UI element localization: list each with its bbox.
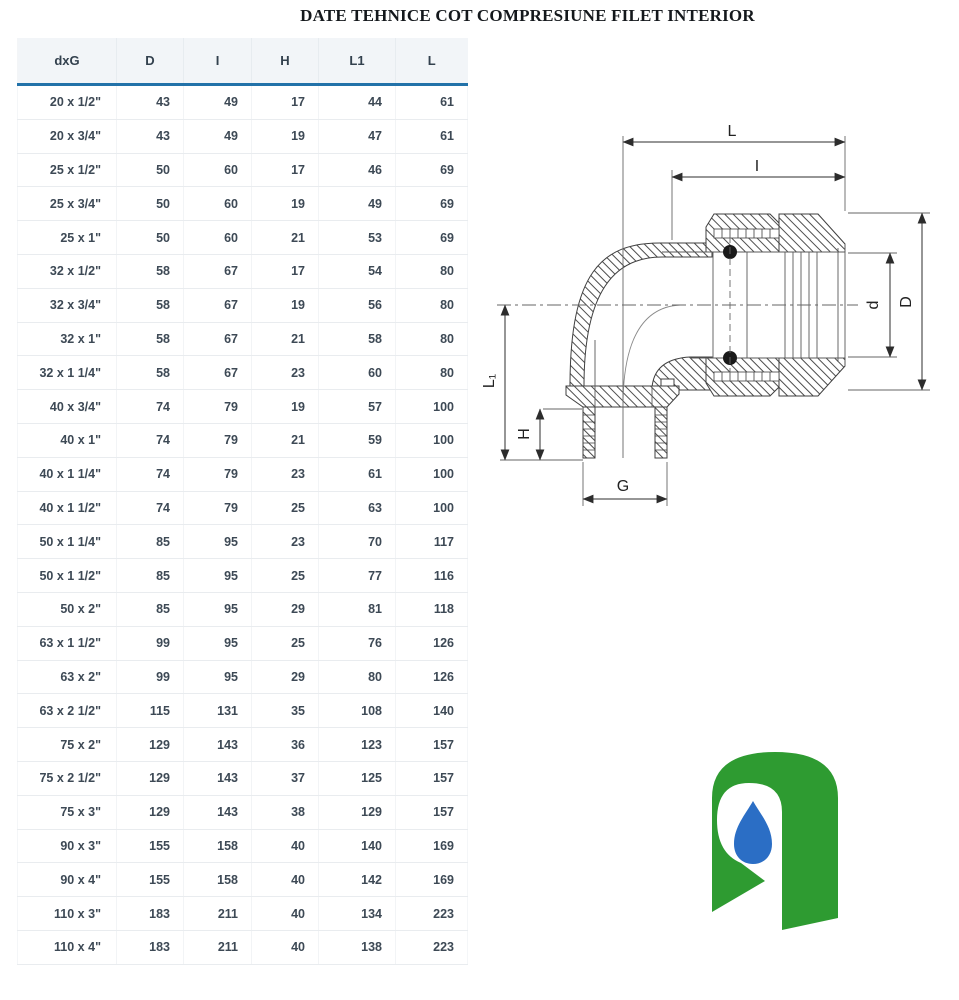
column-header-dxG: dxG <box>18 38 117 85</box>
table-row <box>18 254 468 288</box>
table-cell: 183 <box>117 930 184 964</box>
table-cell: 19 <box>252 288 319 322</box>
table-cell: 100 <box>396 491 468 525</box>
table-row <box>18 694 468 728</box>
dim-label-L: L <box>727 123 737 140</box>
table-cell: 67 <box>184 288 252 322</box>
spec-table <box>17 38 468 965</box>
table-cell: 131 <box>184 694 252 728</box>
table-cell: 61 <box>396 119 468 153</box>
table-cell: 95 <box>184 626 252 660</box>
table-cell: 129 <box>319 795 396 829</box>
table-cell: 43 <box>117 119 184 153</box>
table-row <box>18 221 468 255</box>
table-cell: 74 <box>117 457 184 491</box>
table-cell: 40 x 3/4" <box>18 390 117 424</box>
table-cell: 35 <box>252 694 319 728</box>
table-cell: 20 x 3/4" <box>18 119 117 153</box>
table-cell: 90 x 3" <box>18 829 117 863</box>
table-row <box>18 930 468 964</box>
table-cell: 44 <box>319 85 396 120</box>
table-cell: 19 <box>252 187 319 221</box>
table-cell: 85 <box>117 559 184 593</box>
table-cell: 95 <box>184 559 252 593</box>
table-cell: 50 <box>117 221 184 255</box>
table-cell: 169 <box>396 863 468 897</box>
table-row <box>18 187 468 221</box>
table-cell: 46 <box>319 153 396 187</box>
table-cell: 143 <box>184 728 252 762</box>
table-cell: 50 <box>117 187 184 221</box>
table-row <box>18 322 468 356</box>
table-cell: 25 x 3/4" <box>18 187 117 221</box>
table-cell: 80 <box>396 356 468 390</box>
table-cell: 19 <box>252 390 319 424</box>
table-cell: 140 <box>396 694 468 728</box>
table-cell: 58 <box>117 322 184 356</box>
table-cell: 95 <box>184 592 252 626</box>
table-cell: 123 <box>319 728 396 762</box>
table-cell: 67 <box>184 322 252 356</box>
table-row <box>18 491 468 525</box>
table-cell: 116 <box>396 559 468 593</box>
table-cell: 110 x 4" <box>18 930 117 964</box>
table-cell: 79 <box>184 423 252 457</box>
table-cell: 17 <box>252 254 319 288</box>
table-cell: 117 <box>396 525 468 559</box>
table-row <box>18 288 468 322</box>
table-row <box>18 897 468 931</box>
table-cell: 118 <box>396 592 468 626</box>
table-cell: 157 <box>396 761 468 795</box>
table-cell: 58 <box>117 288 184 322</box>
table-cell: 23 <box>252 356 319 390</box>
table-row <box>18 390 468 424</box>
column-header-L1: L1 <box>319 38 396 85</box>
table-cell: 67 <box>184 356 252 390</box>
table-cell: 99 <box>117 626 184 660</box>
table-row <box>18 423 468 457</box>
table-cell: 25 x 1" <box>18 221 117 255</box>
table-cell: 60 <box>184 153 252 187</box>
table-row <box>18 829 468 863</box>
table-row <box>18 728 468 762</box>
dim-label-G: G <box>616 478 630 495</box>
table-cell: 60 <box>319 356 396 390</box>
table-cell: 126 <box>396 660 468 694</box>
table-row <box>18 660 468 694</box>
table-cell: 17 <box>252 85 319 120</box>
table-cell: 23 <box>252 457 319 491</box>
table-cell: 40 <box>252 897 319 931</box>
outlet-thread-ridges <box>583 415 667 450</box>
table-cell: 129 <box>117 761 184 795</box>
table-cell: 158 <box>184 829 252 863</box>
spec-table-header <box>18 38 468 85</box>
table-cell: 76 <box>319 626 396 660</box>
logo-arch-shape <box>712 752 838 930</box>
table-cell: 23 <box>252 525 319 559</box>
extension-lines <box>497 136 930 506</box>
table-cell: 67 <box>184 254 252 288</box>
table-cell: 32 x 3/4" <box>18 288 117 322</box>
table-cell: 29 <box>252 592 319 626</box>
column-header-L: L <box>396 38 468 85</box>
dim-label-D: D <box>898 296 915 308</box>
table-cell: 129 <box>117 728 184 762</box>
table-cell: 69 <box>396 187 468 221</box>
table-row <box>18 559 468 593</box>
table-cell: 19 <box>252 119 319 153</box>
water-drop-logo <box>700 740 860 940</box>
table-cell: 49 <box>184 85 252 120</box>
table-cell: 99 <box>117 660 184 694</box>
table-cell: 58 <box>117 356 184 390</box>
table-cell: 110 x 3" <box>18 897 117 931</box>
dim-label-d: d <box>865 300 882 310</box>
table-cell: 81 <box>319 592 396 626</box>
table-row <box>18 153 468 187</box>
table-cell: 80 <box>319 660 396 694</box>
column-header-D: D <box>117 38 184 85</box>
table-cell: 63 x 2" <box>18 660 117 694</box>
dim-label-L1: L₁ <box>481 373 498 389</box>
table-cell: 25 <box>252 559 319 593</box>
table-row <box>18 119 468 153</box>
table-row <box>18 795 468 829</box>
table-cell: 50 x 1 1/4" <box>18 525 117 559</box>
table-cell: 74 <box>117 423 184 457</box>
table-cell: 47 <box>319 119 396 153</box>
table-cell: 77 <box>319 559 396 593</box>
table-cell: 211 <box>184 930 252 964</box>
table-cell: 50 x 2" <box>18 592 117 626</box>
table-cell: 36 <box>252 728 319 762</box>
table-row <box>18 85 468 120</box>
table-cell: 134 <box>319 897 396 931</box>
table-row <box>18 356 468 390</box>
table-cell: 85 <box>117 592 184 626</box>
table-cell: 63 <box>319 491 396 525</box>
table-cell: 143 <box>184 761 252 795</box>
table-cell: 75 x 2" <box>18 728 117 762</box>
table-cell: 29 <box>252 660 319 694</box>
table-cell: 143 <box>184 795 252 829</box>
dim-label-H: H <box>516 428 533 440</box>
table-cell: 79 <box>184 390 252 424</box>
table-cell: 100 <box>396 423 468 457</box>
table-cell: 223 <box>396 930 468 964</box>
fitting-body <box>566 214 845 458</box>
fitting-technical-drawing <box>480 85 959 530</box>
table-cell: 25 <box>252 491 319 525</box>
table-cell: 32 x 1" <box>18 322 117 356</box>
table-cell: 32 x 1/2" <box>18 254 117 288</box>
header-row <box>18 38 468 85</box>
table-cell: 129 <box>117 795 184 829</box>
table-cell: 40 x 1 1/4" <box>18 457 117 491</box>
table-cell: 75 x 3" <box>18 795 117 829</box>
table-cell: 115 <box>117 694 184 728</box>
table-cell: 69 <box>396 153 468 187</box>
table-cell: 25 x 1/2" <box>18 153 117 187</box>
table-cell: 40 <box>252 863 319 897</box>
table-cell: 37 <box>252 761 319 795</box>
spec-table-body <box>18 85 468 965</box>
table-row <box>18 592 468 626</box>
table-cell: 38 <box>252 795 319 829</box>
table-cell: 155 <box>117 829 184 863</box>
logo-water-drop-icon <box>734 801 772 864</box>
table-cell: 169 <box>396 829 468 863</box>
table-cell: 211 <box>184 897 252 931</box>
table-cell: 85 <box>117 525 184 559</box>
table-cell: 79 <box>184 457 252 491</box>
table-cell: 158 <box>184 863 252 897</box>
table-cell: 57 <box>319 390 396 424</box>
table-cell: 183 <box>117 897 184 931</box>
table-cell: 60 <box>184 221 252 255</box>
table-cell: 138 <box>319 930 396 964</box>
table-cell: 157 <box>396 795 468 829</box>
table-cell: 223 <box>396 897 468 931</box>
table-cell: 95 <box>184 660 252 694</box>
table-cell: 69 <box>396 221 468 255</box>
table-cell: 21 <box>252 322 319 356</box>
table-cell: 75 x 2 1/2" <box>18 761 117 795</box>
table-row <box>18 457 468 491</box>
table-cell: 100 <box>396 457 468 491</box>
table-cell: 80 <box>396 288 468 322</box>
column-header-I: I <box>184 38 252 85</box>
table-cell: 90 x 4" <box>18 863 117 897</box>
column-header-H: H <box>252 38 319 85</box>
table-cell: 58 <box>319 322 396 356</box>
table-cell: 157 <box>396 728 468 762</box>
dimension-labels <box>481 123 915 495</box>
table-cell: 63 x 1 1/2" <box>18 626 117 660</box>
table-cell: 140 <box>319 829 396 863</box>
table-cell: 70 <box>319 525 396 559</box>
table-cell: 60 <box>184 187 252 221</box>
table-cell: 40 <box>252 930 319 964</box>
table-cell: 74 <box>117 491 184 525</box>
table-cell: 21 <box>252 221 319 255</box>
table-cell: 95 <box>184 525 252 559</box>
table-cell: 53 <box>319 221 396 255</box>
table-cell: 20 x 1/2" <box>18 85 117 120</box>
table-cell: 59 <box>319 423 396 457</box>
table-cell: 100 <box>396 390 468 424</box>
table-cell: 40 <box>252 829 319 863</box>
table-row <box>18 626 468 660</box>
table-cell: 56 <box>319 288 396 322</box>
table-cell: 43 <box>117 85 184 120</box>
table-cell: 54 <box>319 254 396 288</box>
table-cell: 40 x 1" <box>18 423 117 457</box>
dim-label-I: I <box>754 158 760 175</box>
table-cell: 80 <box>396 322 468 356</box>
table-cell: 63 x 2 1/2" <box>18 694 117 728</box>
dimension-lines <box>505 142 922 499</box>
table-cell: 40 x 1 1/2" <box>18 491 117 525</box>
table-cell: 155 <box>117 863 184 897</box>
table-row <box>18 863 468 897</box>
table-cell: 17 <box>252 153 319 187</box>
table-cell: 21 <box>252 423 319 457</box>
table-cell: 49 <box>184 119 252 153</box>
table-cell: 125 <box>319 761 396 795</box>
table-cell: 50 <box>117 153 184 187</box>
table-row <box>18 761 468 795</box>
table-cell: 32 x 1 1/4" <box>18 356 117 390</box>
table-cell: 126 <box>396 626 468 660</box>
table-cell: 50 x 1 1/2" <box>18 559 117 593</box>
table-cell: 49 <box>319 187 396 221</box>
page-title: DATE TEHNICE COT COMPRESIUNE FILET INTERIOR <box>300 6 755 25</box>
table-cell: 58 <box>117 254 184 288</box>
table-cell: 79 <box>184 491 252 525</box>
table-cell: 108 <box>319 694 396 728</box>
table-cell: 61 <box>396 85 468 120</box>
table-cell: 25 <box>252 626 319 660</box>
table-row <box>18 525 468 559</box>
table-cell: 80 <box>396 254 468 288</box>
table-cell: 74 <box>117 390 184 424</box>
table-cell: 61 <box>319 457 396 491</box>
table-cell: 142 <box>319 863 396 897</box>
